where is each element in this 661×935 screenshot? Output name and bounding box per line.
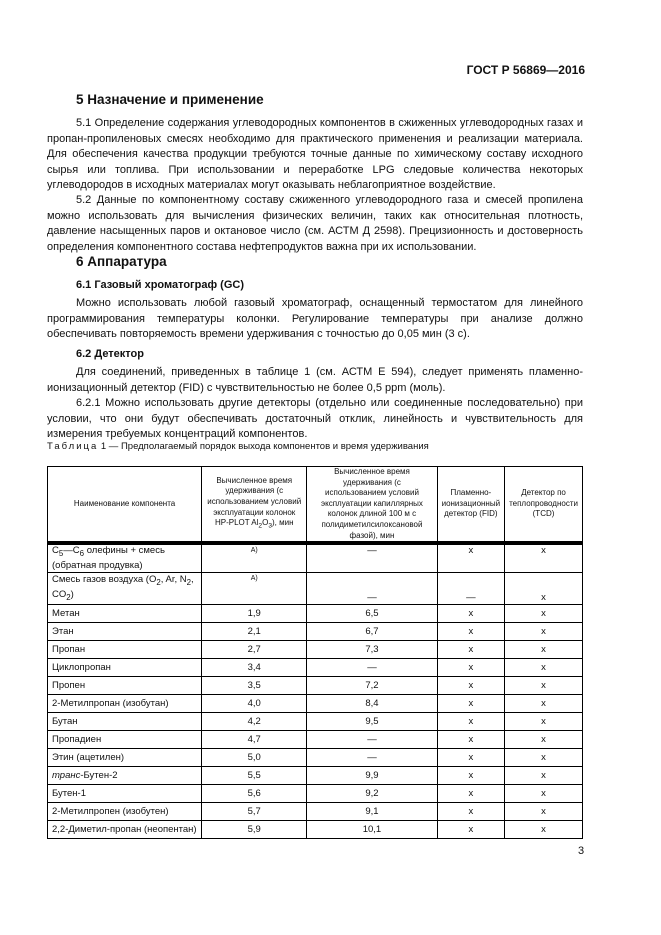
cell-tcd: x	[505, 659, 583, 677]
cell-tcd: x	[505, 731, 583, 749]
table-header-row	[48, 467, 583, 544]
cell-fid: x	[437, 543, 504, 572]
cell-name: Циклопропан	[48, 659, 202, 677]
cell-name: Этан	[48, 623, 202, 641]
cell-rt1: 5,9	[202, 821, 307, 839]
table-row	[48, 749, 583, 767]
cell-tcd: x	[505, 695, 583, 713]
cell-rt1: 5,0	[202, 749, 307, 767]
paragraph-5-1: 5.1 Определение содержания углеводородных компонентов в сжиженных углеводородных газах и пропан-пропиленовых смесях необходимо для практического применения и реализации материала. Для обеспечения качества продукции требуются точные данные по химическому составу исходного сырья или топлива. При использовании и переработке LPG следовые количества некоторых углеводородов в исходных материалах могут оказывать неблагоприятное воздействие.	[47, 117, 583, 191]
cell-name: Смесь газов воздуха ($O_2$, Ar, $N_2$, $CO_2$)	[48, 573, 202, 605]
cell-tcd: x	[505, 749, 583, 767]
table-caption-label: Таблица	[47, 441, 99, 452]
table-caption-text: 1 — Предполагаемый порядок выхода компонентов и время удерживания	[98, 441, 429, 452]
cell-tcd: x	[505, 767, 583, 785]
cell-tcd: x	[505, 785, 583, 803]
cell-tcd: x	[505, 605, 583, 623]
cell-rt1: 4,2	[202, 713, 307, 731]
cell-fid: x	[437, 641, 504, 659]
cell-name: Пропадиен	[48, 731, 202, 749]
cell-tcd: x	[505, 713, 583, 731]
cell-rt1: 3,4	[202, 659, 307, 677]
cell-fid: x	[437, 767, 504, 785]
paragraph-6-2-1: 6.2.1 Можно использовать другие детекторы (отдельно или соединенные последовательно) при условии, что они будут обеспечивать достаточный отклик, линейность и чувствительность для измерения требуемых концентраций компонентов.	[47, 397, 583, 440]
cell-tcd: x	[505, 573, 583, 605]
cell-name: 2-Метилпропан (изобутан)	[48, 695, 202, 713]
page-number: 3	[578, 845, 585, 857]
cell-fid: x	[437, 605, 504, 623]
table-row	[48, 605, 583, 623]
cell-tcd: x	[505, 803, 583, 821]
cell-rt2: —	[307, 543, 437, 572]
cell-tcd: x	[505, 821, 583, 839]
cell-rt1: A)	[202, 543, 307, 572]
cell-fid: x	[437, 821, 504, 839]
cell-name: Пропен	[48, 677, 202, 695]
cell-tcd: x	[505, 543, 583, 572]
section-6-2-title: 6.2 Детектор	[76, 348, 144, 360]
document-code: ГОСТ Р 56869—2016	[466, 63, 585, 77]
cell-rt1: 5,5	[202, 767, 307, 785]
cell-rt2: 6,5	[307, 605, 437, 623]
cell-rt2: —	[307, 749, 437, 767]
table-caption	[47, 441, 429, 452]
table-row	[48, 767, 583, 785]
header-fid: Пламенно-ионизационный детектор (FID)	[437, 467, 504, 544]
cell-rt2: 6,7	[307, 623, 437, 641]
paragraph-5-2: 5.2 Данные по компонентному составу сжиженного углеводородного газа и смесей пропилена можно использовать для вычисления физических величин, таких как относительная плотность, давление насыщенных паров и октановое число (см. АСТМ Д 2598). Прецизионность и достоверность определения компонентного состава нефтепродуктов важна при их использовании.	[47, 194, 583, 253]
cell-fid: x	[437, 623, 504, 641]
cell-rt1: 3,5	[202, 677, 307, 695]
cell-fid: x	[437, 659, 504, 677]
cell-rt1: A)	[202, 573, 307, 605]
cell-name: Пропан	[48, 641, 202, 659]
cell-rt2: —	[307, 573, 437, 605]
cell-name: транс-Бутен-2	[48, 767, 202, 785]
header-rt-hp-plot: Вычисленное время удерживания (с использованием условий эксплуатации колонок HP-PLOT $Al_2O_3$), мин	[202, 467, 307, 544]
cell-rt1: 2,7	[202, 641, 307, 659]
cell-name: Метан	[48, 605, 202, 623]
cell-fid: x	[437, 803, 504, 821]
cell-rt2: 7,3	[307, 641, 437, 659]
cell-rt2: 9,5	[307, 713, 437, 731]
cell-rt2: 9,1	[307, 803, 437, 821]
table-row	[48, 659, 583, 677]
table-row	[48, 713, 583, 731]
cell-tcd: x	[505, 623, 583, 641]
cell-rt2: —	[307, 659, 437, 677]
cell-fid: x	[437, 731, 504, 749]
cell-rt2: 8,4	[307, 695, 437, 713]
retention-time-table	[47, 466, 583, 839]
cell-tcd: x	[505, 641, 583, 659]
section-6-1-title: 6.1 Газовый хроматограф (GC)	[76, 279, 244, 291]
cell-rt1: 5,7	[202, 803, 307, 821]
cell-rt1: 2,1	[202, 623, 307, 641]
cell-name: Бутан	[48, 713, 202, 731]
cell-tcd: x	[505, 677, 583, 695]
section-6-title: 6 Аппаратура	[76, 254, 167, 269]
cell-rt2: 9,9	[307, 767, 437, 785]
cell-rt1: 4,0	[202, 695, 307, 713]
header-component-name: Наименование компонента	[48, 467, 202, 544]
cell-rt1: 5,6	[202, 785, 307, 803]
cell-name: 2-Метилпропен (изобутен)	[48, 803, 202, 821]
cell-name: Бутен-1	[48, 785, 202, 803]
cell-rt2: —	[307, 731, 437, 749]
cell-name: $C_5—C_6$ олефины + смесь (обратная продувка)	[48, 543, 202, 572]
table-row	[48, 677, 583, 695]
table-row	[48, 641, 583, 659]
cell-fid: —	[437, 573, 504, 605]
table-row-olefins	[48, 543, 583, 572]
cell-name: Этин (ацетилен)	[48, 749, 202, 767]
cell-fid: x	[437, 785, 504, 803]
cell-rt1: 4,7	[202, 731, 307, 749]
section-5-title: 5 Назначение и применение	[76, 92, 264, 107]
cell-rt2: 10,1	[307, 821, 437, 839]
cell-rt2: 7,2	[307, 677, 437, 695]
cell-fid: x	[437, 713, 504, 731]
cell-fid: x	[437, 677, 504, 695]
table-row	[48, 803, 583, 821]
paragraph-6-2: Для соединений, приведенных в таблице 1 (см. АСТМ Е 594), следует применять пламенно-ионизационный детектор (FID) с чувствительностью не более 0,5 ppm (моль).	[47, 366, 583, 394]
table-row-air-gases	[48, 573, 583, 605]
header-tcd: Детектор по теплопроводности (TCD)	[505, 467, 583, 544]
table-row	[48, 821, 583, 839]
cell-name: 2,2-Диметил-пропан (неопентан)	[48, 821, 202, 839]
cell-fid: x	[437, 695, 504, 713]
cell-fid: x	[437, 749, 504, 767]
table-row	[48, 623, 583, 641]
paragraph-6-1: Можно использовать любой газовый хроматограф, оснащенный термостатом для линейного программирования температуры колонки. Регулирование температуры при анализе должно обеспечивать повторяемость времени удерживания с точностью до 0,05 мин (3 с).	[47, 297, 583, 340]
table-row	[48, 785, 583, 803]
table-row	[48, 695, 583, 713]
header-rt-capillary: Вычисленное время удерживания (с использованием условий эксплуатации капиллярных колонок длиной 100 м с полидиметилсилоксановой фазой), мин	[307, 467, 437, 544]
cell-rt1: 1,9	[202, 605, 307, 623]
cell-rt2: 9,2	[307, 785, 437, 803]
table-row	[48, 731, 583, 749]
